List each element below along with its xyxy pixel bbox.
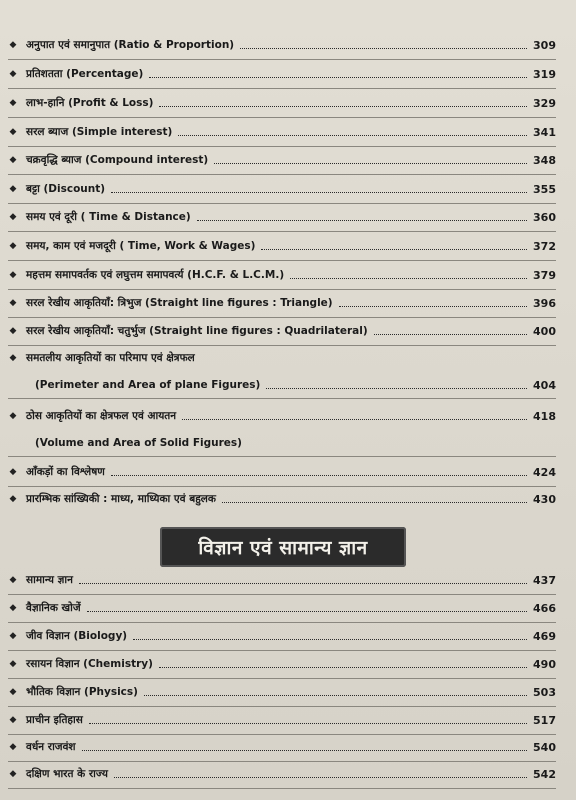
- diamond-bullet-icon: ◆: [9, 768, 17, 779]
- row-divider: [8, 146, 556, 147]
- entry-title: आँकड़ों का विश्लेषण: [26, 465, 105, 478]
- toc-entry[interactable]: [8, 460, 556, 484]
- diamond-bullet-icon: ◆: [9, 39, 17, 50]
- toc-entry[interactable]: [8, 596, 556, 620]
- dot-leader: [182, 419, 527, 420]
- diamond-bullet-icon: ◆: [9, 630, 17, 641]
- entry-page-number: 329: [533, 96, 556, 110]
- entry-page-number: 540: [533, 740, 556, 754]
- dot-leader: [89, 723, 527, 724]
- row-divider: [8, 231, 556, 232]
- dot-leader: [290, 278, 527, 279]
- toc-entry[interactable]: [8, 291, 556, 315]
- dot-leader: [144, 695, 527, 696]
- diamond-bullet-icon: ◆: [9, 493, 17, 504]
- dot-leader: [261, 249, 527, 250]
- entry-page-number: 490: [533, 657, 556, 671]
- entry-title: समय एवं दूरी ( Time & Distance): [26, 210, 191, 223]
- dot-leader: [339, 306, 527, 307]
- entry-title: लाभ-हानि (Profit & Loss): [26, 96, 154, 109]
- entry-page-number: 430: [533, 492, 556, 506]
- entry-title: समतलीय आकृतियों का परिमाप एवं क्षेत्रफल: [26, 351, 195, 364]
- row-divider: [8, 289, 556, 290]
- toc-entry[interactable]: [8, 652, 556, 676]
- entry-page-number: 424: [533, 465, 556, 479]
- diamond-bullet-icon: ◆: [9, 297, 17, 308]
- entry-title: वैज्ञानिक खोजें: [26, 601, 81, 614]
- entry-title: सरल ब्याज (Simple interest): [26, 125, 173, 138]
- row-divider: [8, 706, 556, 707]
- diamond-bullet-icon: ◆: [9, 602, 17, 613]
- entry-subtitle: (Volume and Area of Solid Figures): [35, 437, 242, 449]
- row-divider: [8, 650, 556, 651]
- toc-entry[interactable]: [8, 33, 556, 57]
- entry-page-number: 355: [533, 182, 556, 196]
- diamond-bullet-icon: ◆: [9, 410, 17, 421]
- diamond-bullet-icon: ◆: [9, 97, 17, 108]
- row-divider: [8, 174, 556, 175]
- toc-entry[interactable]: [8, 708, 556, 732]
- dot-leader: [159, 667, 527, 668]
- entry-title: वर्धन राजवंश: [26, 740, 76, 753]
- toc-entry[interactable]: [8, 263, 556, 287]
- toc-entry[interactable]: [8, 205, 556, 229]
- toc-entry[interactable]: [8, 148, 556, 172]
- entry-page-number: 542: [533, 767, 556, 781]
- diamond-bullet-icon: ◆: [9, 574, 17, 585]
- dot-leader: [222, 502, 527, 503]
- dot-leader: [114, 777, 527, 778]
- row-divider: [8, 622, 556, 623]
- toc-entry[interactable]: [8, 120, 556, 144]
- dot-leader: [159, 106, 527, 107]
- diamond-bullet-icon: ◆: [9, 466, 17, 477]
- section-heading-banner: विज्ञान एवं सामान्य ज्ञान: [160, 527, 406, 567]
- entry-title: बट्टा (Discount): [26, 182, 106, 195]
- diamond-bullet-icon: ◆: [9, 686, 17, 697]
- toc-entry[interactable]: [8, 568, 556, 592]
- entry-title: सरल रेखीय आकृतियाँ: चतुर्भुज (Straight line figures : Quadrilateral): [26, 324, 368, 337]
- diamond-bullet-icon: ◆: [9, 68, 17, 79]
- row-divider: [8, 317, 556, 318]
- entry-subtitle-row: [35, 375, 556, 395]
- entry-title: सामान्य ज्ञान: [26, 573, 73, 586]
- row-divider: [8, 594, 556, 595]
- row-divider: [8, 398, 556, 399]
- entry-page-number: 517: [533, 713, 556, 727]
- row-divider: [8, 59, 556, 60]
- diamond-bullet-icon: ◆: [9, 741, 17, 752]
- dot-leader: [111, 192, 527, 193]
- dot-leader: [374, 334, 527, 335]
- row-divider: [8, 678, 556, 679]
- entry-page-number: 309: [533, 38, 556, 52]
- dot-leader: [266, 388, 527, 389]
- dot-leader: [197, 220, 527, 221]
- diamond-bullet-icon: ◆: [9, 714, 17, 725]
- dot-leader: [214, 163, 527, 164]
- diamond-bullet-icon: ◆: [9, 183, 17, 194]
- entry-title: ठोस आकृतियों का क्षेत्रफल एवं आयतन: [26, 409, 177, 422]
- diamond-bullet-icon: ◆: [9, 240, 17, 251]
- toc-entry[interactable]: [8, 319, 556, 343]
- diamond-bullet-icon: ◆: [9, 352, 17, 363]
- diamond-bullet-icon: ◆: [9, 126, 17, 137]
- dot-leader: [111, 475, 527, 476]
- dot-leader: [240, 48, 527, 49]
- entry-page-number: 469: [533, 629, 556, 643]
- entry-title: महत्तम समापवर्तक एवं लघुत्तम समापवर्त्य (H.C.F. & L.C.M.): [26, 268, 285, 281]
- entry-title: अनुपात एवं समानुपात (Ratio & Proportion): [26, 38, 235, 51]
- dot-leader: [149, 77, 527, 78]
- row-divider: [8, 260, 556, 261]
- dot-leader: [87, 611, 527, 612]
- entry-subtitle-row: [35, 433, 242, 453]
- entry-page-number: 400: [533, 324, 556, 338]
- entry-page-number: 319: [533, 67, 556, 81]
- row-divider: [8, 88, 556, 89]
- entry-title: जीव विज्ञान (Biology): [26, 629, 128, 642]
- entry-page-number: 466: [533, 601, 556, 615]
- entry-title: प्रारम्भिक सांख्यिकी : माध्य, माध्यिका एवं बहुलक: [26, 492, 216, 505]
- row-divider: [8, 788, 556, 789]
- toc-entry-volume[interactable]: [8, 404, 556, 428]
- diamond-bullet-icon: ◆: [9, 658, 17, 669]
- entry-title: चक्रवृद्धि ब्याज (Compound interest): [26, 153, 209, 166]
- entry-title: रसायन विज्ञान (Chemistry): [26, 657, 153, 670]
- entry-title: भौतिक विज्ञान (Physics): [26, 685, 138, 698]
- dot-leader: [82, 750, 527, 751]
- entry-page-number: 404: [533, 378, 556, 392]
- toc-entry[interactable]: [8, 62, 556, 86]
- toc-entry[interactable]: [8, 624, 556, 648]
- toc-entry[interactable]: [8, 177, 556, 201]
- diamond-bullet-icon: ◆: [9, 154, 17, 165]
- entry-page-number: 503: [533, 685, 556, 699]
- row-divider: [8, 117, 556, 118]
- entry-title: सरल रेखीय आकृतियाँ: त्रिभुज (Straight line figures : Triangle): [26, 296, 333, 309]
- diamond-bullet-icon: ◆: [9, 325, 17, 336]
- entry-page-number: 437: [533, 573, 556, 587]
- entry-title: प्रतिशतता (Percentage): [26, 67, 144, 80]
- row-divider: [8, 456, 556, 457]
- toc-entry-perimeter[interactable]: [8, 346, 556, 370]
- entry-title: समय, काम एवं मजदूरी ( Time, Work & Wages): [26, 239, 256, 252]
- dot-leader: [178, 135, 527, 136]
- entry-page-number: 396: [533, 296, 556, 310]
- entry-page-number: 348: [533, 153, 556, 167]
- toc-entry[interactable]: [8, 234, 556, 258]
- toc-entry[interactable]: [8, 91, 556, 115]
- entry-title: दक्षिण भारत के राज्य: [26, 767, 108, 780]
- dot-leader: [79, 583, 527, 584]
- entry-page-number: 341: [533, 125, 556, 139]
- dot-leader: [133, 639, 527, 640]
- entry-subtitle: (Perimeter and Area of plane Figures): [35, 379, 261, 391]
- row-divider: [8, 203, 556, 204]
- diamond-bullet-icon: ◆: [9, 211, 17, 222]
- toc-entry[interactable]: [8, 762, 556, 786]
- diamond-bullet-icon: ◆: [9, 269, 17, 280]
- toc-entry[interactable]: [8, 735, 556, 759]
- entry-page-number: 372: [533, 239, 556, 253]
- entry-page-number: 418: [533, 409, 556, 423]
- toc-entry[interactable]: [8, 680, 556, 704]
- toc-entry[interactable]: [8, 487, 556, 511]
- entry-title: प्राचीन इतिहास: [26, 713, 83, 726]
- entry-page-number: 379: [533, 268, 556, 282]
- entry-page-number: 360: [533, 210, 556, 224]
